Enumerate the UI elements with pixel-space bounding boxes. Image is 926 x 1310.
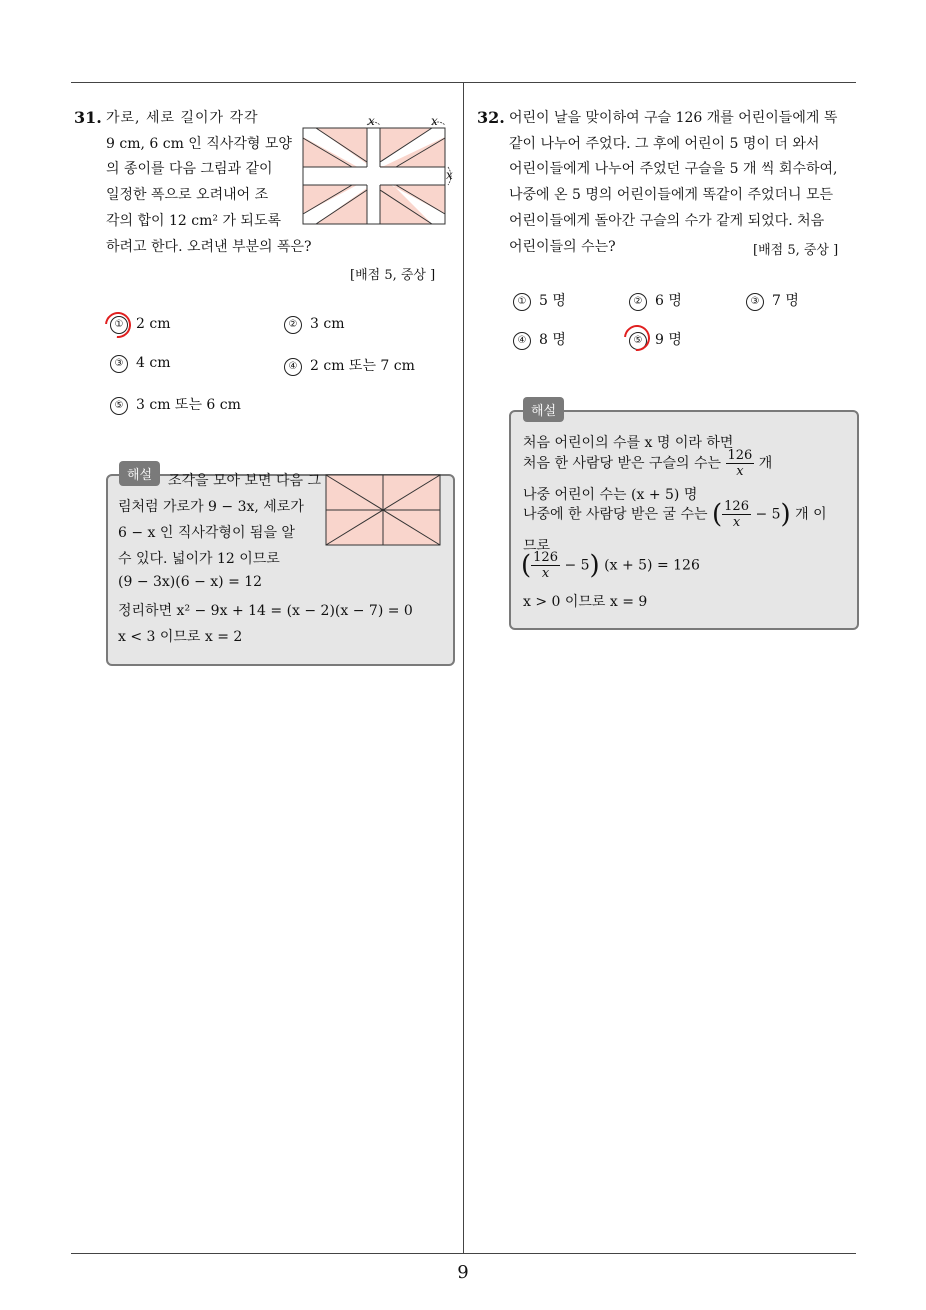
fraction-numerator: 126	[724, 499, 749, 514]
fraction	[726, 448, 755, 479]
choice-number: ④	[513, 332, 531, 350]
question-line: 어린이들의 수는?	[509, 239, 616, 255]
solution-text: 개 이	[795, 506, 827, 523]
solution-line: x > 0 이므로 x = 9	[523, 594, 648, 610]
fraction-denominator: x	[541, 566, 550, 581]
question-line: 각의 합이 12 cm² 가 되도록	[106, 213, 281, 229]
choice-text: 6 명	[655, 293, 682, 309]
choice-number: ①	[513, 293, 531, 311]
question-line: 나중에 온 5 명의 어린이들에게 똑같이 주었더니 모든	[509, 187, 834, 203]
fraction-denominator: x	[732, 515, 741, 530]
right-paren: )	[780, 499, 791, 530]
score-label: [배점 5, 중상 ]	[753, 243, 839, 258]
question-line: 어린이들에게 나누어 주었던 구슬을 5 개 씩 회수하여,	[509, 161, 838, 177]
solution-text: − 5	[564, 557, 590, 574]
choice-text: 4 cm	[136, 355, 171, 371]
solution-text: 처음 한 사람당 받은 구슬의 수는	[523, 455, 722, 472]
solution-text: 나중에 한 사람당 받은 굴 수는	[523, 506, 708, 523]
answer-mark	[100, 307, 137, 344]
choice-4[interactable]	[284, 355, 415, 376]
question-number: 32.	[477, 108, 505, 127]
choice-number: ⑤	[110, 397, 128, 415]
choice-2[interactable]	[629, 290, 682, 311]
figure-label-x: x	[431, 114, 438, 128]
choice-5[interactable]	[110, 394, 241, 415]
choice-number: ⑤	[629, 332, 647, 350]
choice-1[interactable]	[513, 290, 566, 311]
solution-line: 수 있다. 넓이가 12 이므로	[118, 551, 280, 567]
fraction	[722, 499, 751, 530]
solution-text: (x + 5) = 126	[604, 557, 700, 574]
solution-line: x < 3 이므로 x = 2	[118, 629, 243, 645]
solution-line: 6 − x 인 직사각형이 됨을 알	[118, 525, 295, 541]
choice-number: ②	[284, 316, 302, 334]
choice-text: 7 명	[772, 293, 799, 309]
solution-line: (9 − 3x)(6 − x) = 12	[118, 574, 263, 590]
choice-text: 5 명	[539, 293, 566, 309]
solution-text: − 5	[755, 506, 781, 523]
solution-line: 조각을 모아 보면 다음 그	[168, 473, 322, 489]
choice-number: ④	[284, 358, 302, 376]
solution-line: 처음 어린이의 수를 x 명 이라 하면	[523, 435, 734, 451]
solution-line: 나중 어린이 수는 (x + 5) 명	[523, 487, 698, 503]
solution-tag: 해설	[119, 461, 160, 486]
right-paren: )	[589, 550, 600, 581]
figure-label-x: x	[446, 168, 453, 182]
score-label: [배점 5, 중상 ]	[350, 268, 436, 283]
cut-paper-figure	[296, 112, 456, 232]
column-divider	[463, 82, 464, 1254]
left-paren: (	[712, 499, 723, 530]
figure-label-x: x	[368, 114, 375, 128]
left-paren: (	[521, 550, 532, 581]
choice-number: ①	[110, 316, 128, 334]
choice-text: 2 cm	[136, 316, 171, 332]
solution-line: 정리하면 x² − 9x + 14 = (x − 2)(x − 7) = 0	[118, 603, 413, 619]
question-line: 같이 나누어 주었다. 그 후에 어린이 5 명이 더 와서	[509, 136, 820, 152]
solution-line: 림처럼 가로가 9 − 3x, 세로가	[118, 499, 304, 515]
choice-text: 8 명	[539, 332, 566, 348]
question-line: 가로, 세로 길이가 각각	[106, 110, 259, 126]
solution-text: 개	[758, 455, 773, 472]
choice-2[interactable]	[284, 316, 344, 334]
solution-line: 므로	[523, 538, 551, 554]
fraction-denominator: x	[736, 464, 744, 479]
fraction	[531, 550, 560, 581]
choice-number: ③	[746, 293, 764, 311]
question-line: 하려고 한다. 오려낸 부분의 폭은?	[106, 239, 312, 255]
rearranged-rectangle-figure	[325, 474, 441, 546]
question-line: 일정한 폭으로 오려내어 조	[106, 187, 269, 203]
choice-text: 3 cm 또는 6 cm	[136, 397, 241, 413]
choice-text: 2 cm 또는 7 cm	[310, 358, 415, 374]
question-number: 31.	[74, 108, 102, 127]
choice-3[interactable]	[110, 355, 170, 373]
question-line: 어린이 날을 맞이하여 구슬 126 개를 어린이들에게 똑	[509, 110, 838, 126]
choice-text: 9 명	[655, 332, 682, 348]
choice-3[interactable]	[746, 290, 799, 311]
fraction-numerator: 126	[727, 448, 753, 463]
question-line: 어린이들에게 돌아간 구슬의 수가 같게 되었다. 처음	[509, 213, 825, 229]
fraction-numerator: 126	[533, 550, 558, 565]
bottom-rule	[71, 1253, 856, 1254]
question-line: 의 종이를 다음 그림과 같이	[106, 161, 273, 177]
solution-line	[523, 448, 772, 479]
choice-text: 3 cm	[310, 316, 345, 332]
question-line: 9 cm, 6 cm 인 직사각형 모양	[106, 136, 292, 152]
choice-number: ③	[110, 355, 128, 373]
page-number: 9	[457, 1262, 469, 1283]
solution-line	[521, 550, 700, 581]
solution-line	[523, 499, 827, 530]
answer-mark	[619, 320, 656, 357]
choice-4[interactable]	[513, 329, 566, 350]
choice-number: ②	[629, 293, 647, 311]
solution-tag: 해설	[523, 397, 564, 422]
